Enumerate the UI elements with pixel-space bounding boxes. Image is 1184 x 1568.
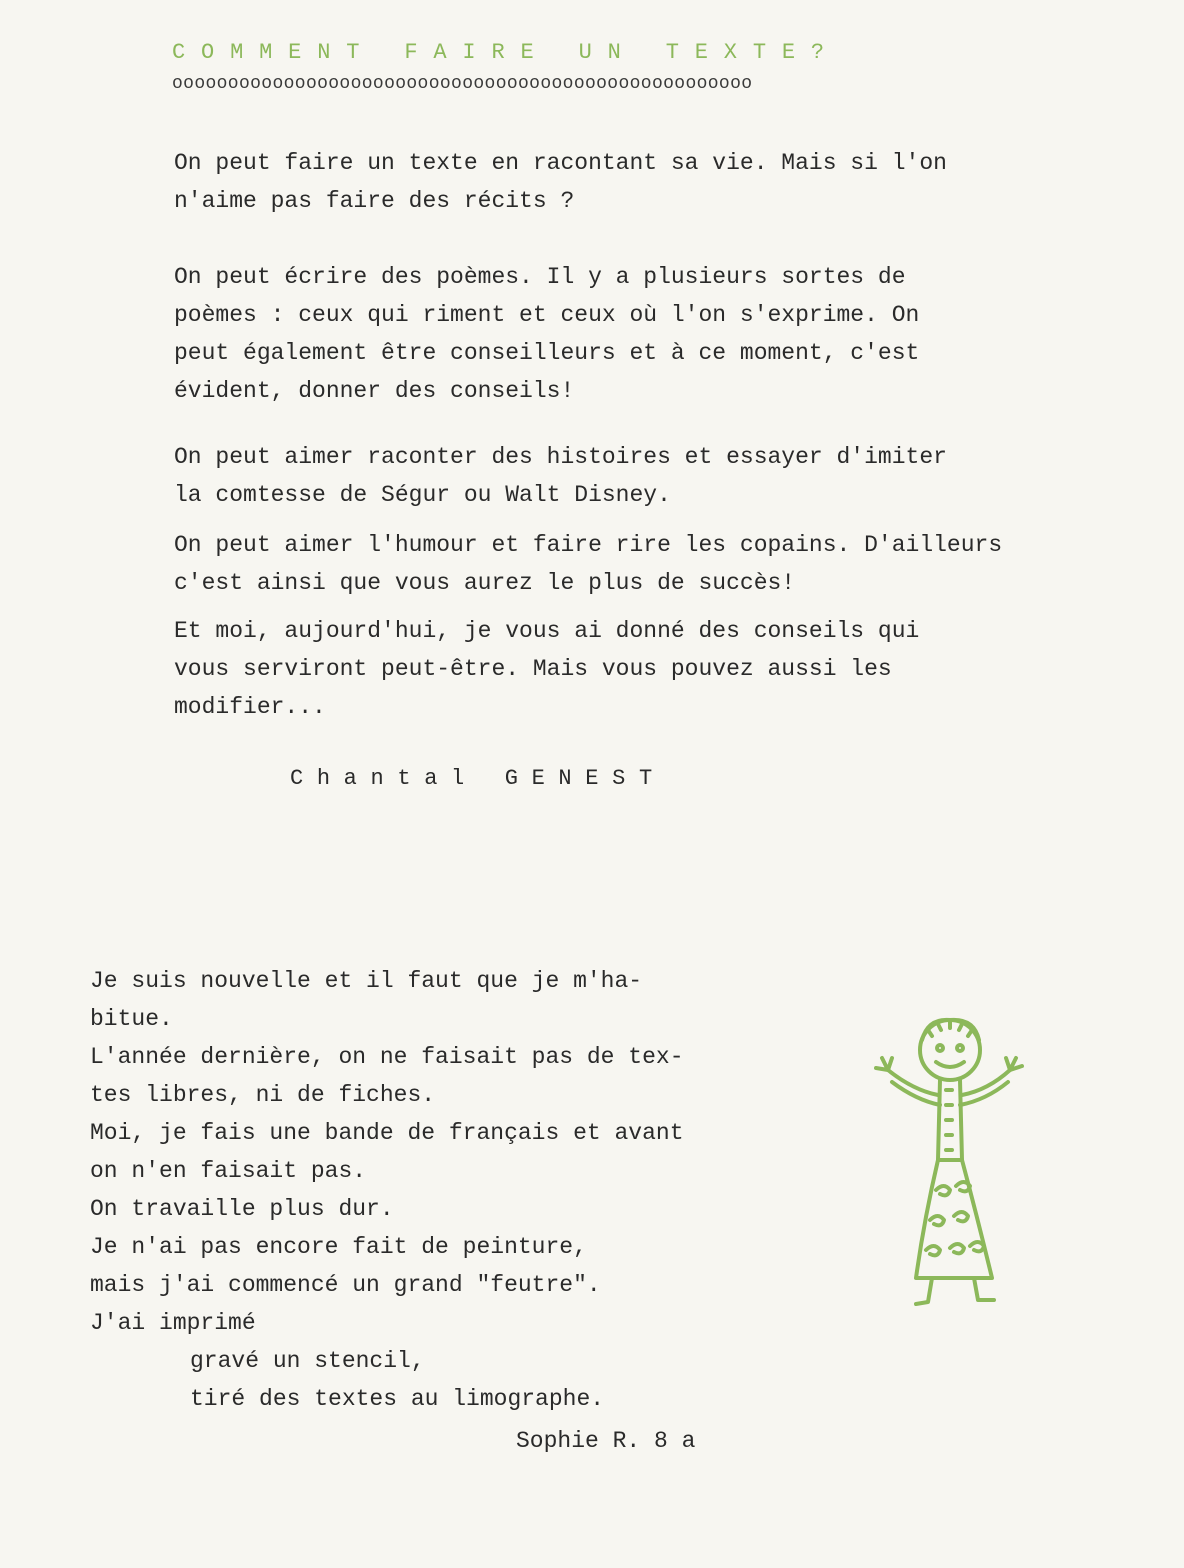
author-signature: Sophie R. 8 a: [516, 1428, 696, 1454]
signature-chantal-genest: Chantal GENEST: [290, 766, 666, 791]
title-underline: oooooooooooooooooooooooooooooooooooooooooooooooooooo: [172, 74, 753, 94]
sophie-letter: [90, 962, 790, 1418]
letter-line: on n'en faisait pas.: [90, 1158, 367, 1184]
letter-line: bitue.: [90, 1006, 173, 1032]
letter-line: tes libres, ni de fiches.: [90, 1082, 436, 1108]
letter-line: Je suis nouvelle et il faut que je m'ha-: [90, 968, 643, 994]
paragraph-3: On peut aimer raconter des histoires et essayer d'imiter la comtesse de Ségur ou Walt Disney.: [174, 444, 947, 508]
letter-line: L'année dernière, on ne faisait pas de tex-: [90, 1044, 684, 1070]
page-title: COMMENT FAIRE UN TEXTE?: [172, 40, 840, 65]
child-drawing-figure-icon: [858, 1010, 1038, 1310]
paragraph-1: On peut faire un texte en racontant sa vie. Mais si l'on n'aime pas faire des récits ?: [174, 150, 947, 214]
letter-line: tiré des textes au limographe.: [190, 1386, 605, 1412]
letter-line: On travaille plus dur.: [90, 1196, 394, 1222]
letter-line: J'ai imprimé: [90, 1310, 256, 1336]
letter-line: gravé un stencil,: [190, 1348, 425, 1374]
paragraph-2: On peut écrire des poèmes. Il y a plusieurs sortes de poèmes : ceux qui riment et ceux où l'on s'exprime. On peut également être conseilleurs et à ce moment, c'est évident, donner des conseils!: [174, 264, 920, 404]
paragraph-4: On peut aimer l'humour et faire rire les copains. D'ailleurs c'est ainsi que vous aurez le plus de succès!: [174, 532, 1003, 596]
letter-line: mais j'ai commencé un grand "feutre".: [90, 1272, 601, 1298]
paragraph-5: Et moi, aujourd'hui, je vous ai donné des conseils qui vous serviront peut-être. Mais vous pouvez aussi les modifier...: [174, 618, 920, 720]
letter-line: Je n'ai pas encore fait de peinture,: [90, 1234, 587, 1260]
letter-line: Moi, je fais une bande de français et avant: [90, 1120, 684, 1146]
